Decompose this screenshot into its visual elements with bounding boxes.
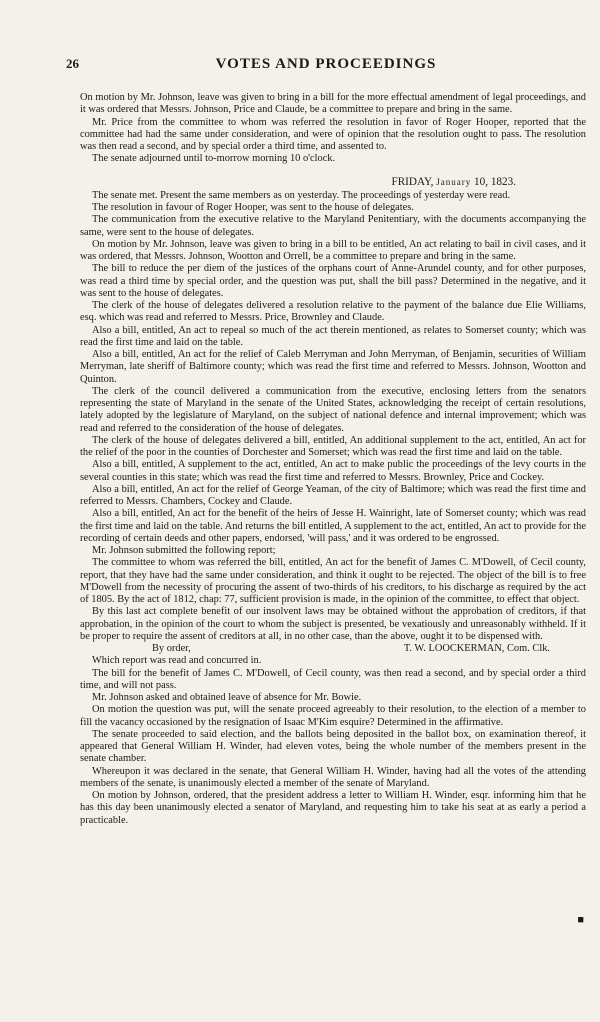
paragraph: The senate proceeded to said election, and the ballots being deposited in the ballot box, on examination thereof, it appeared that General William H. Winder, had eleven votes, being the whole number of the members present in the senate chamber. [80, 728, 586, 765]
signature-line [152, 643, 550, 655]
paragraph: The clerk of the house of delegates delivered a bill, entitled, An additional supplement to the act, entitled, An act for the relief of the poor in the counties of Dorchester and Somerset; which was read the first time and laid on the table. [80, 434, 586, 458]
paragraph: Mr. Johnson asked and obtained leave of absence for Mr. Bowie. [92, 692, 362, 703]
paragraph: Mr. Price from the committee to whom was referred the resolution in favor of Roger Hooper, reported that the committee had had the same under consideration, and were of opinion that the resolution ought to pass. The resolution was then read a second, and by special order a third time, and assented to. [80, 116, 586, 152]
paragraph: On motion the question was put, will the senate proceed agreeably to their resolution, to the election of a member to fill the vacancy occasioned by the resignation of Isaac M'Kim esquire? Determined in the affirmative. [80, 704, 586, 728]
paragraph: Also a bill, entitled, An act for the benefit of the heirs of Jesse H. Wainright, late of Somerset county; which was read the first time and laid on the table. And returns the bill entitled, A supplement to the act, entitled, An act to provide for the recording of certain deeds and other papers, endorsed, 'will pass,' and it was ordered to be engrossed. [80, 508, 586, 544]
paragraph: On motion by Mr. Johnson, leave was given to bring in a bill to be entitled, An act relating to bail in civil cases, and it was ordered, that Messrs. Johnson, Wootton and Orrell, be a committee to prepare and bring in the same. [80, 238, 586, 262]
paragraph: The senate adjourned until to-morrow morning 10 o'clock. [92, 153, 336, 165]
paragraph: The clerk of the house of delegates delivered a resolution relative to the payment of the balance due Elie Williams, esq. which was read and referred to Messrs. Price, Brownley and Claude. [80, 300, 586, 324]
paragraph: The bill to reduce the per diem of the justices of the orphans court of Anne-Arundel county, and for other purposes, was read a third time by special order, and the question was put, shall the bill pass? Determined in the negative, and it was sent to the house of delegates. [80, 263, 586, 299]
paragraph: The communication from the executive relative to the Maryland Penitentiary, with the documents accompanying the same, were sent to the house of delegates. [80, 214, 586, 238]
paragraph: On motion by Mr. Johnson, leave was given to bring in a bill for the more effectual amendment of legal proceedings, and it was ordered that Messrs. Johnson, Price and Claude, be a committee to prepare and bring in the same. [80, 92, 586, 116]
paragraph: By this last act complete benefit of our insolvent laws may be obtained without the approbation of creditors, if that approbation, in the opinion of the court to whom the subject is presented, be vexatiously and unreasonably withheld. If it be proper to require the assent of creditors at all, in no other case, than the above, ought it to be dispensed with. [80, 606, 586, 642]
paragraph: Also a bill, entitled, An act for the relief of Caleb Merryman and John Merryman, of Benjamin, securities of William Merryman, late sheriff of Baltimore county; which was read the first time and referred to Messrs. Johnson, Wootton and Quinton. [80, 349, 586, 385]
paragraph: Also a bill, entitled, An act to repeal so much of the act therein mentioned, as relates to Somerset county; which was read the first time and laid on the table. [80, 324, 586, 348]
date-month: January [436, 176, 472, 187]
paragraph: Which report was read and concurred in. [92, 655, 262, 667]
document-body [80, 92, 586, 827]
signature-by-order: By order, [152, 643, 191, 654]
paragraph: On motion by Johnson, ordered, that the president address a letter to William H. Winder, esqr. informing him that he has this day been unanimously elected a senator of Maryland, and requesting him to take his seat at as early a period a practicable. [80, 790, 586, 826]
paragraph: Mr. Johnson submitted the following report; [92, 545, 276, 556]
paragraph: The clerk of the council delivered a communication from the executive, enclosing letters from the senators representing the state of Maryland in the senate of the United States, acknowledging the receipt of certain resolutions, lately adopted by the legislature of Maryland, on the subject of national defence and internal improvement; which was read and referred to the consideration of the house of delegates. [80, 385, 586, 434]
running-title: VOTES AND PROCEEDINGS [215, 56, 437, 72]
paragraph: The resolution in favour of Roger Hooper, was sent to the house of delegates. [92, 202, 414, 213]
date-heading [80, 176, 516, 188]
paragraph: The bill for the benefit of James C. M'Dowell, of Cecil county, was then read a second, and by special order a third time, and will not pass. [80, 667, 586, 691]
margin-mark-icon: ■ [577, 914, 584, 926]
paragraph: The committee to whom was referred the bill, entitled, An act for the benefit of James C. M'Dowell, of Cecil county, report, that they have had the same under consideration, and think it ought to be rejected. The object of the bill is to free M'Dowell from the necessity of procuring the assent of two-thirds of his creditors, to his discharge as required by the act of 1805. By the act of 1812, chap: 77, sufficient provision is made, in the opinion of the committee, to effect that object. [80, 557, 586, 605]
date-day: FRIDAY, [391, 175, 434, 188]
paragraph: Whereupon it was declared in the senate, that General William H. Winder, having had all the votes of the attending members of the senate, is unanimously elected a member of the senate of Maryland. [80, 765, 586, 789]
paragraph: Also a bill, entitled, A supplement to the act, entitled, An act to make public the proceedings of the levy courts in the several counties in this state; which was read the first time and referred to Messrs. Brownley, Price and Cockey. [80, 459, 586, 483]
page-number: 26 [66, 56, 79, 71]
paragraph: The senate met. Present the same members as on yesterday. The proceedings of yesterday were read. [92, 189, 511, 201]
signature-name: T. W. LOOCKERMAN, Com. Clk. [403, 643, 550, 654]
paragraph: Also a bill, entitled, An act for the relief of George Yeaman, of the city of Baltimore; which was read the first time and referred to Messrs. Chambers, Cockey and Claude. [80, 483, 586, 507]
page-header [66, 56, 586, 78]
date-rest: 10, 1823. [474, 175, 516, 188]
